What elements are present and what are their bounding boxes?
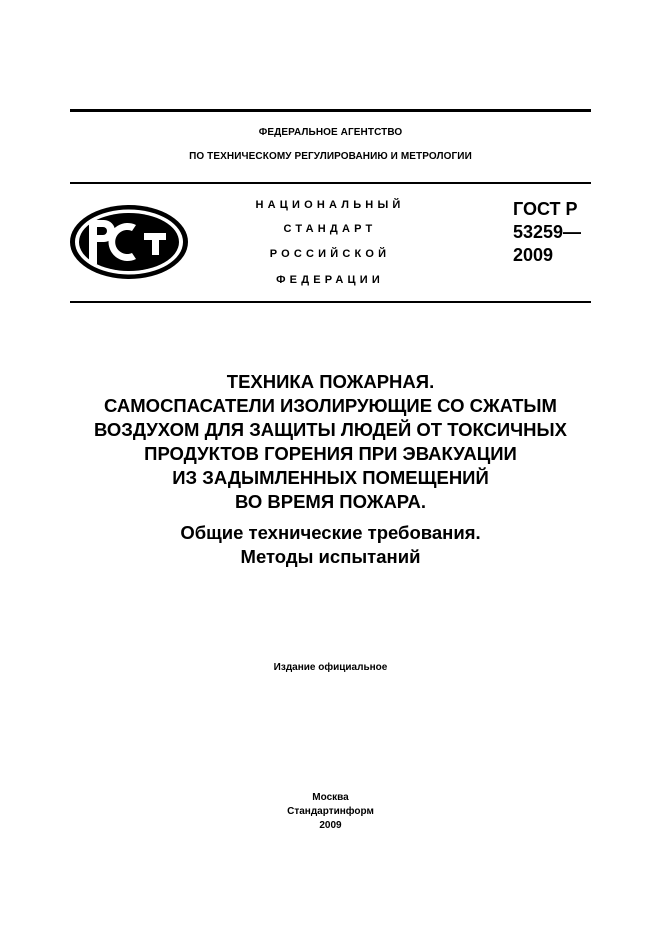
publication-year: 2009	[319, 820, 342, 831]
document-title-line: ТЕХНИКА ПОЖАРНАЯ.	[226, 371, 435, 392]
standard-type-line-1: НАЦИОНАЛЬНЫЙ	[255, 199, 405, 211]
publication-city: Москва	[312, 792, 349, 803]
document-title-line: ВО ВРЕМЯ ПОЖАРА.	[234, 491, 427, 512]
designation-line-3: 2009	[513, 245, 554, 265]
standard-type-line-4: ФЕДЕРАЦИИ	[276, 274, 384, 286]
document-title-line: ВОЗДУХОМ ДЛЯ ЗАЩИТЫ ЛЮДЕЙ ОТ ТОКСИЧНЫХ	[94, 419, 567, 440]
header-divider	[70, 182, 591, 184]
standard-type-line-3: РОССИЙСКОЙ	[269, 248, 391, 260]
agency-name-line-2: ПО ТЕХНИЧЕСКОМУ РЕГУЛИРОВАНИЮ И МЕТРОЛОГИИ	[189, 151, 472, 162]
document-title-line: ПРОДУКТОВ ГОРЕНИЯ ПРИ ЭВАКУАЦИИ	[144, 443, 517, 464]
top-divider	[70, 109, 591, 112]
document-title-line: ИЗ ЗАДЫМЛЕННЫХ ПОМЕЩЕНИЙ	[172, 467, 489, 488]
document-title-line: САМОСПАСАТЕЛИ ИЗОЛИРУЮЩИЕ СО СЖАТЫМ	[104, 395, 557, 416]
designation-line-1: ГОСТ Р	[513, 199, 578, 219]
agency-name-line-1: ФЕДЕРАЛЬНОЕ АГЕНТСТВО	[258, 127, 403, 138]
publisher-name: Стандартинформ	[287, 806, 374, 817]
standard-type-line-2: СТАНДАРТ	[283, 223, 377, 235]
header-bottom-divider	[70, 301, 591, 303]
rst-certification-mark-icon	[68, 203, 190, 281]
document-subtitle-line: Общие технические требования.	[180, 522, 481, 543]
edition-note: Издание официальное	[273, 662, 388, 673]
designation-line-2: 53259—	[513, 222, 582, 242]
document-subtitle-line: Методы испытаний	[240, 546, 421, 567]
